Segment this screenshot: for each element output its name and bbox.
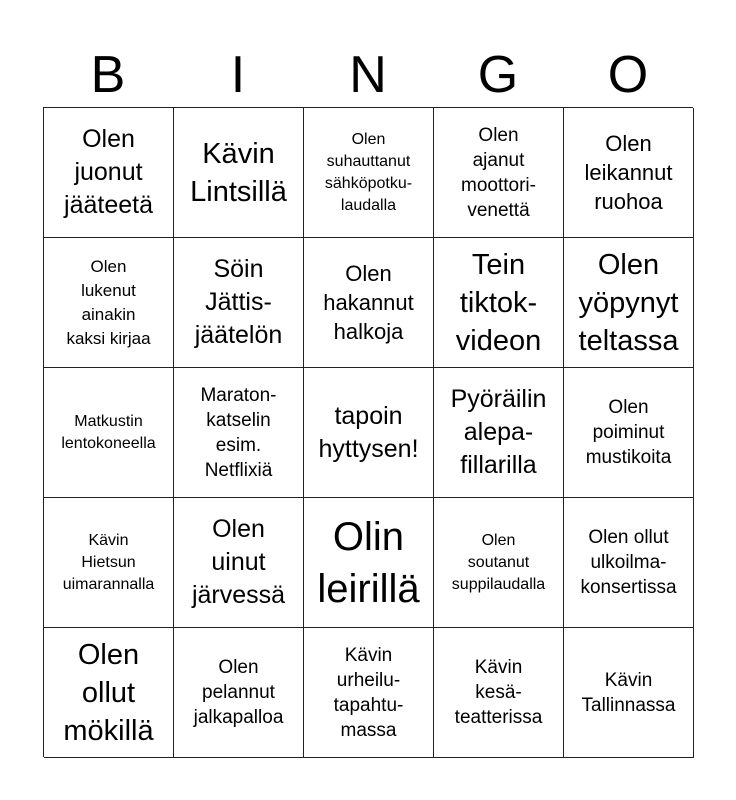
- bingo-grid: [43, 107, 693, 757]
- bingo-cell[interactable]: [564, 368, 694, 498]
- cell-text: Olen lukenut ainakin kaksi kirjaa: [66, 256, 151, 348]
- cell-text: Olen suhauttanut sähköpotku- laudalla: [324, 130, 413, 214]
- bingo-cell[interactable]: [304, 498, 434, 628]
- bingo-header: [43, 44, 693, 106]
- bingo-cell[interactable]: [434, 108, 564, 238]
- cell-text: Olen uinut järvessä: [191, 515, 286, 609]
- bingo-cell[interactable]: [44, 498, 174, 628]
- cell-text: Kävin urheilu- tapahtu- massa: [333, 644, 404, 741]
- bingo-cell[interactable]: [44, 368, 174, 498]
- cell-text: Olen soutanut suppilaudalla: [451, 531, 546, 593]
- header-letter-n: N: [349, 46, 387, 104]
- header-letter-o: O: [607, 46, 649, 104]
- bingo-cell[interactable]: [434, 498, 564, 628]
- bingo-cell[interactable]: [564, 108, 694, 238]
- bingo-cell[interactable]: [174, 238, 304, 368]
- bingo-cell[interactable]: [304, 238, 434, 368]
- header-letter-i: I: [230, 46, 246, 104]
- cell-text: Kävin Hietsun uimarannalla: [62, 531, 155, 593]
- bingo-cell[interactable]: [434, 368, 564, 498]
- cell-text: Kävin kesä- teatterissa: [454, 657, 543, 728]
- cell-text: Olen leikannut ruohoa: [584, 131, 673, 214]
- cell-text: Olen poiminut mustikoita: [585, 397, 672, 468]
- header-letter-g: G: [477, 46, 519, 104]
- cell-text: Maraton- katselin esim. Netflixiä: [200, 384, 277, 481]
- bingo-cell[interactable]: [174, 628, 304, 758]
- cell-text: Matkustin lentokoneella: [61, 412, 156, 452]
- bingo-cell[interactable]: [174, 108, 304, 238]
- cell-text: tapoin hyttysen!: [318, 401, 419, 463]
- bingo-cell[interactable]: [304, 628, 434, 758]
- cell-text: Olin leirillä: [317, 514, 420, 611]
- bingo-cell[interactable]: [304, 368, 434, 498]
- bingo-cell[interactable]: [174, 498, 304, 628]
- bingo-cell[interactable]: [304, 108, 434, 238]
- cell-text: Olen ollut ulkoilma- konsertissa: [580, 527, 677, 598]
- cell-text: Kävin Lintsillä: [190, 137, 287, 208]
- bingo-cell[interactable]: [44, 628, 174, 758]
- cell-text: Olen yöpynyt teltassa: [578, 248, 679, 357]
- cell-text: Olen ollut mökillä: [63, 638, 154, 747]
- cell-text: Olen juonut jääteetä: [64, 125, 153, 219]
- bingo-cell[interactable]: [564, 498, 694, 628]
- bingo-cell[interactable]: [44, 238, 174, 368]
- bingo-cell[interactable]: [564, 238, 694, 368]
- cell-text: Olen hakannut halkoja: [323, 261, 414, 344]
- header-letter-b: B: [90, 46, 126, 104]
- bingo-cell[interactable]: [434, 628, 564, 758]
- bingo-cell[interactable]: [44, 108, 174, 238]
- cell-text: Olen ajanut moottori- venettä: [461, 124, 536, 221]
- cell-text: Tein tiktok- videon: [455, 248, 542, 357]
- bingo-cell[interactable]: [434, 238, 564, 368]
- cell-text: Pyöräilin alepa- fillarilla: [450, 385, 547, 479]
- cell-text: Kävin Tallinnassa: [581, 669, 676, 716]
- cell-text: Olen pelannut jalkapalloa: [193, 657, 284, 728]
- cell-text: Söin Jättis- jäätelön: [194, 255, 283, 349]
- bingo-cell[interactable]: [564, 628, 694, 758]
- bingo-cell[interactable]: [174, 368, 304, 498]
